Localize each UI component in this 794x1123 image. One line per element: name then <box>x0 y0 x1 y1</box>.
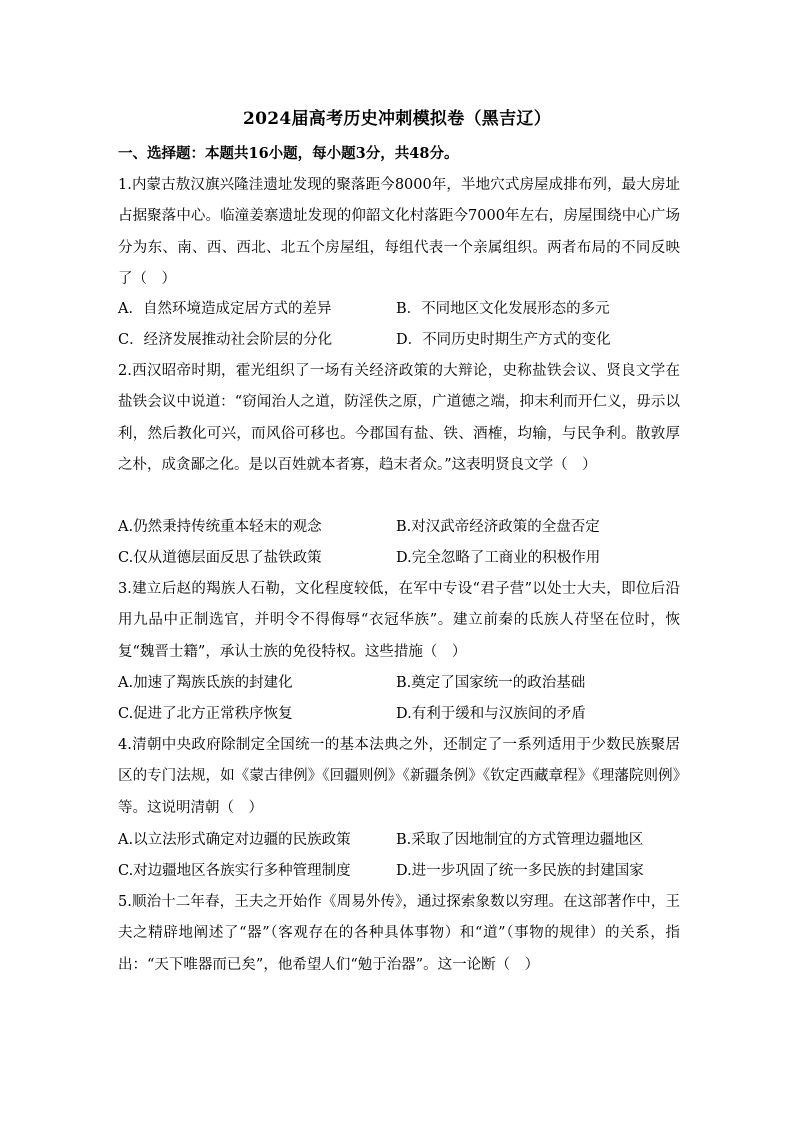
question-4-options-row-1 <box>118 825 680 856</box>
question-4-option-d[interactable]: D.进一步巩固了统一多民族的封建国家 <box>396 863 644 879</box>
question-2-option-a[interactable]: A.仍然秉持传统重本轻末的观念 <box>118 519 322 535</box>
question-2-option-b[interactable]: B.对汉武帝经济政策的全盘否定 <box>396 519 600 535</box>
question-4-option-b[interactable]: B.采取了因地制宜的方式管理边疆地区 <box>396 832 644 848</box>
question-3-option-c[interactable]: C.促进了北方正常秩序恢复 <box>118 706 293 722</box>
question-1-options-row-2 <box>118 325 680 356</box>
question-3-option-a[interactable]: A.加速了羯族氐族的封建化 <box>118 675 293 691</box>
section-heading: 一、选择题：本题共16小题，每小题3分，共48分。 <box>118 145 459 162</box>
question-2-option-d[interactable]: D.完全忽略了工商业的积极作用 <box>396 550 601 566</box>
question-1-option-a[interactable]: A．自然环境造成定居方式的差异 <box>118 301 332 317</box>
question-2-options-row-2 <box>118 543 680 574</box>
question-3-stem: 3.建立后赵的羯族人石勒，文化程度较低，在军中专设“君子营”以处士大夫，即位后沿用九品中正制选官，并明令不得侮辱“衣冠华族”。建立前秦的氐族人苻坚在位时，恢复“魏晋士籍”，承认士族的免役特权。这些措施（ ） <box>118 581 680 660</box>
question-1-option-d[interactable]: D．不同历史时期生产方式的变化 <box>396 332 611 348</box>
question-3-options-row-1 <box>118 668 680 699</box>
question-2-options-row-1 <box>118 512 680 543</box>
question-1-option-c[interactable]: C．经济发展推动社会阶层的分化 <box>118 332 333 348</box>
question-2-option-c[interactable]: C.仅从道德层面反思了盐铁政策 <box>118 550 322 566</box>
question-3-options-row-2 <box>118 699 680 730</box>
question-4-options-row-2 <box>118 856 680 887</box>
question-1-stem: 1.内蒙古敖汉旗兴隆洼遗址发现的聚落距今8000年，半地穴式房屋成排布列，最大房址占据聚落中心。临潼姜寨遗址发现的仰韶文化村落距今7000年左右，房屋围绕中心广场分为东、南、西、西北、北五个房屋组，每组代表一个亲属组织。两者布局的不同反映了（ ） <box>118 177 680 288</box>
question-1-options-row-1 <box>118 294 680 325</box>
question-5-stem: 5.顺治十二年春，王夫之开始作《周易外传》，通过探索象数以穷理。在这部著作中，王夫之精辟地阐述了“器”（客观存在的各种具体事物）和“道”（事物的规律）的关系，指出：“天下唯器而已矣”，他希望人们“勉于治器”。这一论断（ ） <box>118 894 680 973</box>
question-3-option-d[interactable]: D.有利于缓和与汉族间的矛盾 <box>396 706 586 722</box>
question-4-option-a[interactable]: A.以立法形式确定对边疆的民族政策 <box>118 832 351 848</box>
exam-title: 2024届高考历史冲刺模拟卷（黑吉辽） <box>242 109 551 129</box>
question-4-option-c[interactable]: C.对边疆地区各族实行多种管理制度 <box>118 863 351 879</box>
question-4-stem: 4.清朝中央政府除制定全国统一的基本法典之外，还制定了一系列适用于少数民族聚居区的专门法规，如《蒙古律例》《回疆则例》《新疆条例》《钦定西藏章程》《理藩院则例》等。这说明清朝（ ） <box>118 737 680 816</box>
question-3-option-b[interactable]: B.奠定了国家统一的政治基础 <box>396 675 586 691</box>
question-1-option-b[interactable]: B．不同地区文化发展形态的多元 <box>396 301 610 317</box>
question-2-stem: 2.西汉昭帝时期，霍光组织了一场有关经济政策的大辩论，史称盐铁会议、贤良文学在盐铁会议中说道：“窃闻治人之道，防淫佚之原，广道德之端，抑末利而开仁义，毋示以利，然后教化可兴，而风俗可移也。今郡国有盐、铁、酒榷，均输，与民争利。散敦厚之朴，成贪鄙之化。是以百姓就本者寡，趋末者众。”这表明贤良文学（ ） <box>118 363 680 474</box>
